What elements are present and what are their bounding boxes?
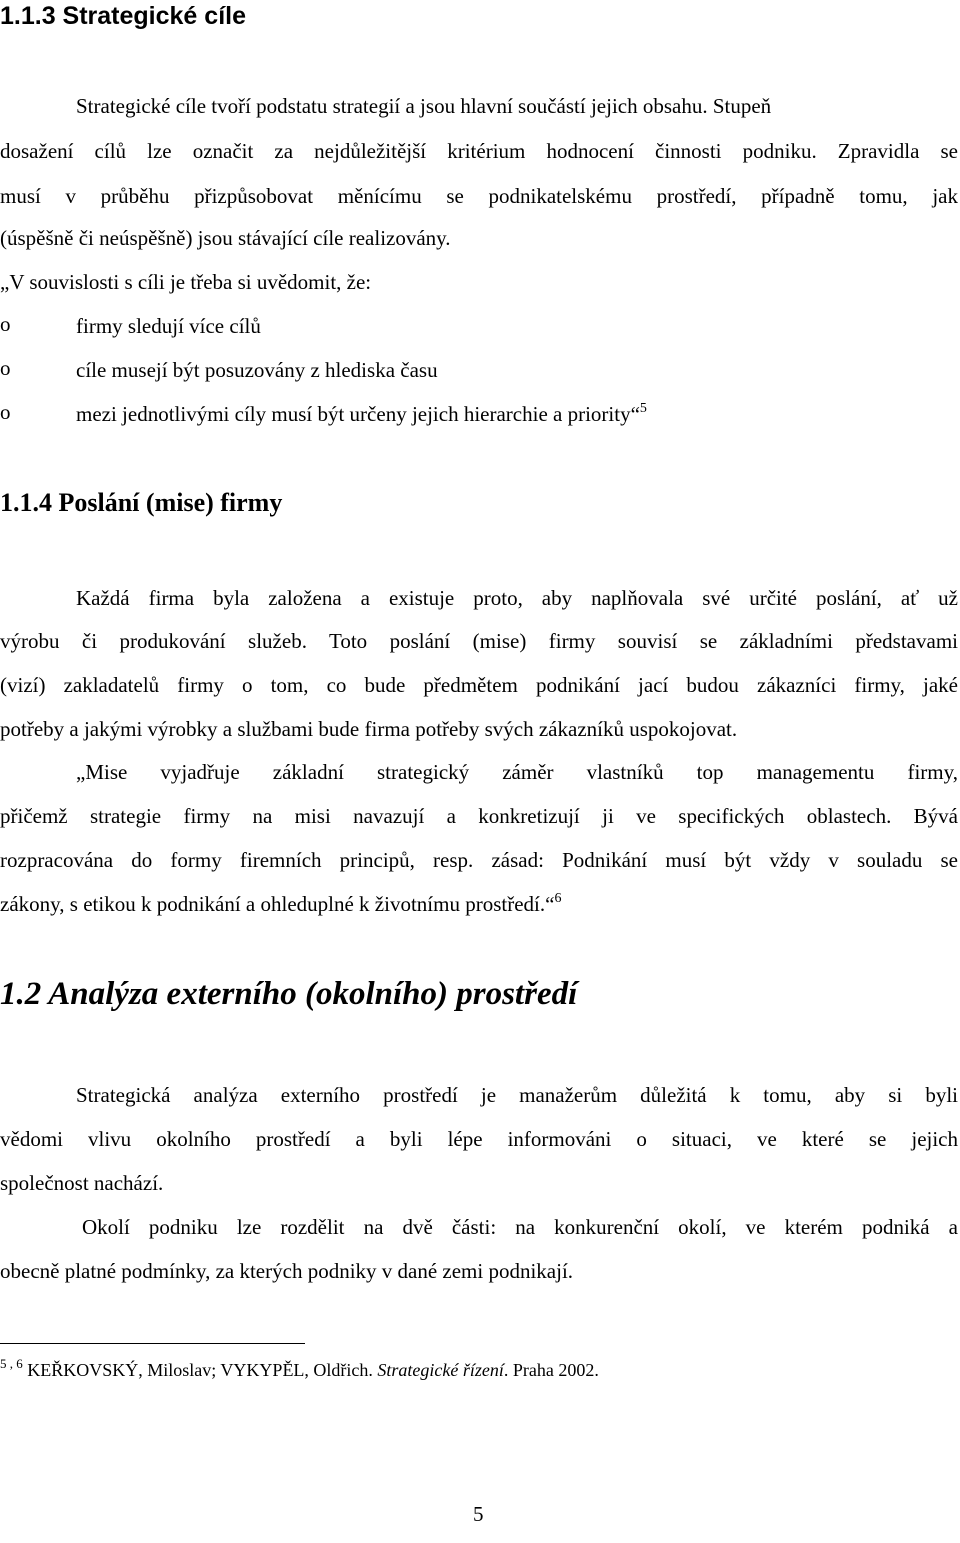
paragraph-line: (vizí) zakladatelů firmy o tom, co bude předmětem podnikání jací budou zákazníci firmy, jaké: [0, 673, 958, 697]
quote-intro: „V souvislosti s cíli je třeba si uvědomit, že:: [0, 270, 372, 294]
paragraph-line: Každá firma byla založena a existuje proto, aby naplňovala své určité poslání, ať už: [76, 586, 958, 610]
bullet-item: cíle musejí být posuzovány z hlediska času: [76, 358, 438, 382]
section-heading-1-1-4: 1.1.4 Poslání (mise) firmy: [0, 488, 283, 517]
footnote-authors: KEŘKOVSKÝ, Miloslav; VYKYPĚL, Oldřich.: [27, 1360, 373, 1380]
bullet-marker: o: [0, 356, 11, 380]
paragraph-line: dosažení cílů lze označit za nejdůležitější kritérium hodnocení činnosti podniku. Zpravidla se: [0, 139, 958, 163]
paragraph-line: rozpracována do formy firemních principů, resp. zásad: Podnikání musí být vždy v souladu se: [0, 848, 958, 872]
page-number: 5: [473, 1502, 484, 1526]
bullet-marker: o: [0, 400, 11, 424]
bullet-marker: o: [0, 312, 11, 336]
footnote-ref: 6: [554, 891, 562, 906]
paragraph-line: Okolí podniku lze rozdělit na dvě části: na konkurenční okolí, ve kterém podniká a: [82, 1215, 958, 1239]
paragraph-line: výrobu či produkování služeb. Toto poslání (mise) firmy souvisí se základními představami: [0, 629, 958, 653]
section-heading-1-1-3: 1.1.3 Strategické cíle: [0, 2, 246, 30]
footnote-title: Strategické řízení: [377, 1360, 504, 1380]
paragraph-line: přičemž strategie firmy na misi navazují a konkretizují ji ve specifických oblastech. Bývá: [0, 804, 958, 828]
paragraph-line: „Mise vyjadřuje základní strategický záměr vlastníků top managementu firmy,: [76, 760, 958, 784]
footnote-rest: . Praha 2002.: [503, 1360, 599, 1380]
paragraph-line: Strategické cíle tvoří podstatu strategií a jsou hlavní součástí jejich obsahu. Stupeň: [76, 94, 772, 118]
paragraph-line: Strategická analýza externího prostředí je manažerům důležitá k tomu, aby si byli: [76, 1083, 958, 1107]
paragraph-line: musí v průběhu přizpůsobovat měnícímu se podnikatelskému prostředí, případně tomu, jak: [0, 184, 958, 208]
footnote: [0, 1356, 599, 1381]
bullet-item: mezi jednotlivými cíly musí být určeny jejich hierarchie a priority“$^5$: [76, 401, 647, 426]
paragraph-line: společnost nachází.: [0, 1171, 164, 1195]
bullet-item: firmy sledují více cílů: [76, 314, 261, 338]
section-heading-1-2: 1.2 Analýza externího (okolního) prostředí: [0, 976, 578, 1012]
footnote-ref: 5: [639, 401, 647, 416]
footnote-number: 5 , 6: [0, 1356, 23, 1371]
paragraph-line: vědomi vlivu okolního prostředí a byli lépe informováni o situaci, ve které se jejich: [0, 1127, 958, 1151]
paragraph-line: (úspěšně či neúspěšně) jsou stávající cíle realizovány.: [0, 226, 451, 250]
footnote-separator: [0, 1343, 305, 1344]
paragraph-line: obecně platné podmínky, za kterých podniky v dané zemi podnikají.: [0, 1259, 574, 1283]
paragraph-line: zákony, s etikou k podnikání a ohleduplné k životnímu prostředí.“$^6$: [0, 891, 562, 916]
paragraph-line: potřeby a jakými výrobky a službami bude firma potřeby svých zákazníků uspokojovat.: [0, 717, 738, 741]
